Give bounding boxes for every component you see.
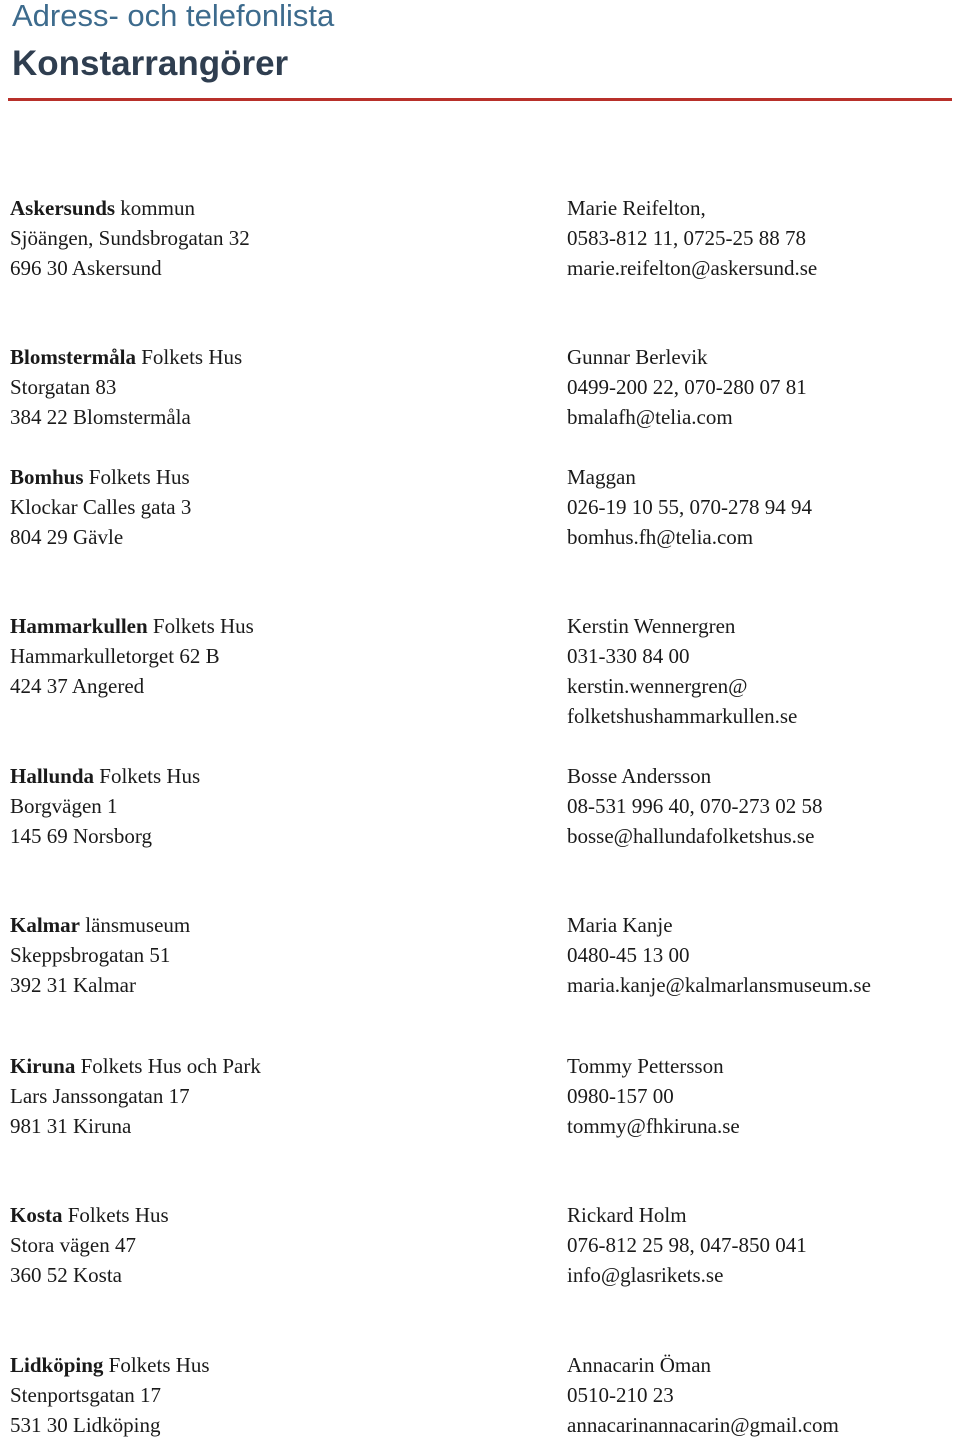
organization-line — [10, 1051, 261, 1081]
address-block — [10, 193, 250, 283]
phone-numbers: 08-531 996 40, 070-273 02 58 — [567, 794, 823, 818]
contact-block — [567, 193, 817, 283]
phone-numbers: 0499-200 22, 070-280 07 81 — [567, 375, 807, 399]
phone-numbers: 0510-210 23 — [567, 1383, 674, 1407]
document-title: Adress- och telefonlista — [12, 0, 335, 33]
address-block — [10, 1200, 169, 1290]
postal-address: 384 22 Blomstermåla — [10, 405, 191, 429]
organization-suffix: Folkets Hus — [108, 1353, 210, 1377]
organization-line — [10, 462, 191, 492]
email-link[interactable]: maria.kanje@kalmarlansmuseum.se — [567, 973, 871, 997]
contact-person: Rickard Holm — [567, 1203, 687, 1227]
organization-name: Kalmar — [10, 913, 80, 937]
address-block — [10, 342, 242, 432]
address-block — [10, 1350, 210, 1440]
contact-person: Tommy Pettersson — [567, 1054, 724, 1078]
street-address: Stenportsgatan 17 — [10, 1383, 162, 1407]
postal-address: 531 30 Lidköping — [10, 1413, 161, 1437]
email-link[interactable]: tommy@fhkiruna.se — [567, 1114, 740, 1138]
organization-line — [10, 611, 254, 641]
organization-name: Kosta — [10, 1203, 63, 1227]
organization-line — [10, 193, 250, 223]
address-block — [10, 1051, 261, 1141]
organization-suffix: Folkets Hus — [88, 465, 190, 489]
header-divider — [8, 98, 952, 101]
address-block — [10, 462, 191, 552]
contact-person: Gunnar Berlevik — [567, 345, 708, 369]
postal-address: 145 69 Norsborg — [10, 824, 152, 848]
contact-block — [567, 342, 807, 432]
email-link[interactable]: bmalafh@telia.com — [567, 405, 733, 429]
postal-address: 424 37 Angered — [10, 674, 145, 698]
email-link[interactable]: annacarinannacarin@gmail.com — [567, 1413, 839, 1437]
postal-address: 696 30 Askersund — [10, 256, 162, 280]
contact-block — [567, 462, 812, 552]
email-link[interactable]: marie.reifelton@askersund.se — [567, 256, 818, 280]
address-block — [10, 611, 254, 701]
phone-numbers: 026-19 10 55, 070-278 94 94 — [567, 495, 812, 519]
organization-name: Bomhus — [10, 465, 84, 489]
contact-block — [567, 910, 871, 1000]
contact-block — [567, 1200, 807, 1290]
contact-block — [567, 1350, 839, 1440]
contact-person: Bosse Andersson — [567, 764, 712, 788]
address-block — [10, 910, 190, 1000]
email-link-continuation[interactable]: folketshushammarkullen.se — [567, 704, 798, 728]
organization-suffix: länsmuseum — [85, 913, 191, 937]
organization-line — [10, 1200, 169, 1230]
organization-line — [10, 761, 200, 791]
contact-person: Marie Reifelton, — [567, 196, 706, 220]
postal-address: 360 52 Kosta — [10, 1263, 122, 1287]
phone-numbers: 0480-45 13 00 — [567, 943, 690, 967]
organization-suffix: Folkets Hus — [152, 614, 254, 638]
phone-numbers: 076-812 25 98, 047-850 041 — [567, 1233, 807, 1257]
document-subtitle: Konstarrangörer — [12, 44, 289, 83]
organization-line — [10, 910, 190, 940]
organization-name: Blomstermåla — [10, 345, 136, 369]
street-address: Hammarkulletorget 62 B — [10, 644, 220, 668]
postal-address: 981 31 Kiruna — [10, 1114, 132, 1138]
street-address: Stora vägen 47 — [10, 1233, 136, 1257]
email-link[interactable]: bosse@hallundafolketshus.se — [567, 824, 815, 848]
street-address: Borgvägen 1 — [10, 794, 118, 818]
organization-suffix: Folkets Hus och Park — [80, 1054, 261, 1078]
organization-name: Askersunds — [10, 196, 116, 220]
street-address: Storgatan 83 — [10, 375, 117, 399]
organization-name: Kiruna — [10, 1054, 76, 1078]
contact-person: Maria Kanje — [567, 913, 673, 937]
contact-person: Maggan — [567, 465, 636, 489]
postal-address: 392 31 Kalmar — [10, 973, 136, 997]
organization-line — [10, 342, 242, 372]
organization-name: Hammarkullen — [10, 614, 148, 638]
organization-name: Hallunda — [10, 764, 95, 788]
contact-person: Kerstin Wennergren — [567, 614, 736, 638]
contact-block — [567, 1051, 740, 1141]
street-address: Sjöängen, Sundsbrogatan 32 — [10, 226, 250, 250]
organization-line — [10, 1350, 210, 1380]
email-link[interactable]: kerstin.wennergren@ — [567, 674, 748, 698]
organization-suffix: Folkets Hus — [99, 764, 201, 788]
organization-suffix: kommun — [120, 196, 195, 220]
street-address: Lars Janssongatan 17 — [10, 1084, 190, 1108]
organization-suffix: Folkets Hus — [67, 1203, 169, 1227]
phone-numbers: 0980-157 00 — [567, 1084, 674, 1108]
address-block — [10, 761, 200, 851]
phone-numbers: 0583-812 11, 0725-25 88 78 — [567, 226, 806, 250]
email-link[interactable]: bomhus.fh@telia.com — [567, 525, 754, 549]
contact-person: Annacarin Öman — [567, 1353, 712, 1377]
contact-block — [567, 611, 797, 731]
contact-block — [567, 761, 823, 851]
street-address: Skeppsbrogatan 51 — [10, 943, 171, 967]
organization-suffix: Folkets Hus — [141, 345, 243, 369]
email-link[interactable]: info@glasrikets.se — [567, 1263, 724, 1287]
organization-name: Lidköping — [10, 1353, 104, 1377]
street-address: Klockar Calles gata 3 — [10, 495, 192, 519]
postal-address: 804 29 Gävle — [10, 525, 124, 549]
phone-numbers: 031-330 84 00 — [567, 644, 690, 668]
